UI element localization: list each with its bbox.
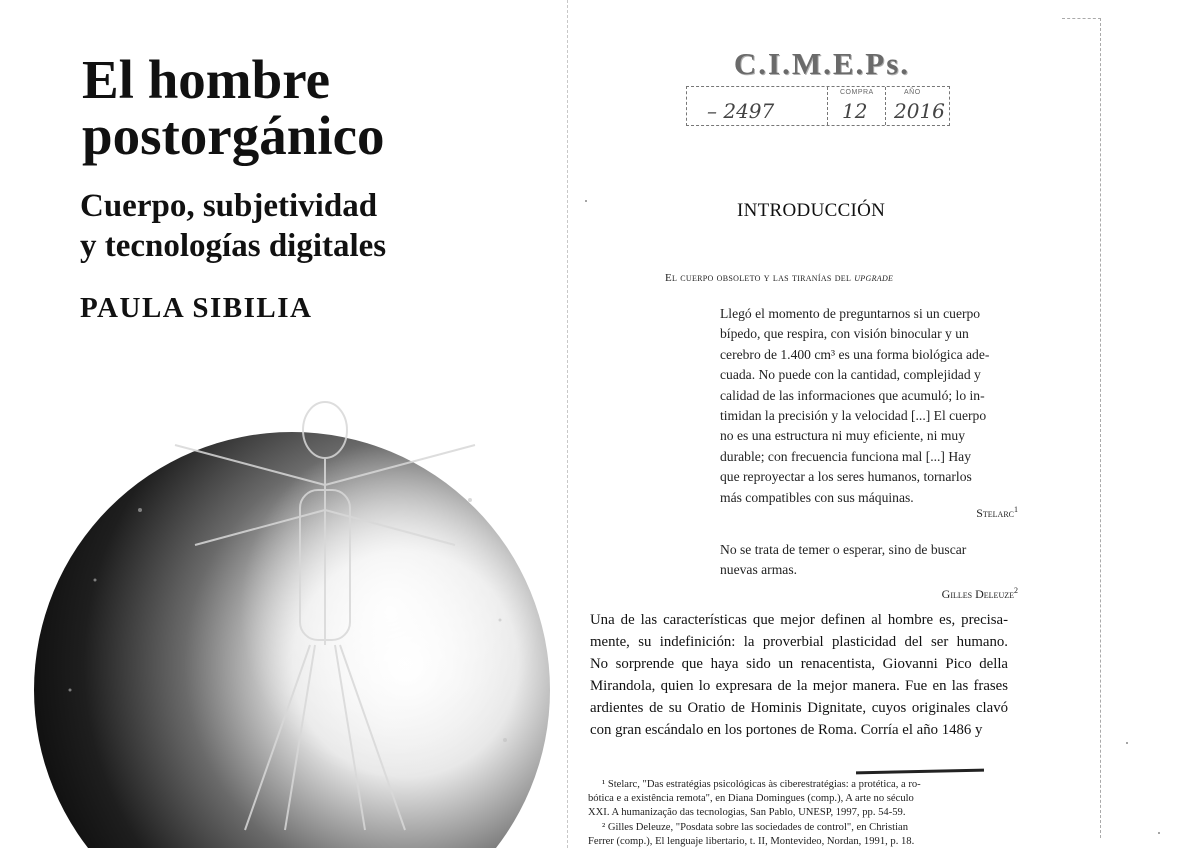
epigraph-line: Llegó el momento de preguntarnos si un cuerpo bbox=[720, 306, 981, 321]
body-line: ardientes de su Oratio de Hominis Dignitate, cuyos originales clavó bbox=[590, 700, 1008, 716]
footnote-line: bótica e a existência remota", en Diana Domingues (comp.), A arte no século bbox=[588, 793, 914, 805]
footnote-line: ² Gilles Deleuze, "Posdata sobre las sociedades de control", en Christian bbox=[602, 821, 909, 833]
book-title-line: postorgánico bbox=[82, 105, 385, 166]
footnote-ref: 2 bbox=[1014, 586, 1018, 595]
footnote-line: ¹ Stelarc, "Das estratégias psicológicas às ciberestratégias: a protética, a ro- bbox=[602, 779, 921, 790]
stamp-ano-label: AÑO bbox=[904, 89, 921, 96]
epigraph-line: bípedo, que respira, con visión binocular y un bbox=[720, 326, 969, 342]
epigraph-line: cerebro de 1.400 cm³ es una forma biológica ade- bbox=[720, 346, 990, 362]
page-gutter bbox=[567, 0, 569, 848]
scan-speck bbox=[585, 200, 587, 202]
section-heading-text: El cuerpo obsoleto y las tiranías del bbox=[665, 272, 855, 284]
epigraph-line: calidad de las informaciones que acumuló; lo in- bbox=[720, 387, 985, 403]
epigraph-attribution bbox=[900, 505, 1018, 521]
stamp-ano-value: 2016 bbox=[894, 99, 945, 123]
epigraph-stelarc bbox=[720, 304, 1020, 508]
epigraph-line: más compatibles con sus máquinas. bbox=[720, 489, 914, 505]
pen-underline bbox=[856, 769, 984, 775]
book-subtitle-line: Cuerpo, subjetividad bbox=[80, 188, 378, 224]
book-title-line: El hombre bbox=[82, 49, 331, 110]
chapter-heading: INTRODUCCIÓN bbox=[737, 200, 886, 221]
stamp-box bbox=[686, 86, 950, 126]
epigraph-line: nuevas armas. bbox=[720, 562, 798, 578]
epigraph-line: No se trata de temer o esperar, sino de buscar bbox=[720, 542, 967, 557]
scan-edge bbox=[1100, 18, 1102, 838]
footnote-ref: 1 bbox=[1014, 505, 1018, 514]
body-line: con gran escándalo en los portones de Roma. Corría el año 1486 y bbox=[590, 722, 983, 738]
body-line: mente, su indefinición: la proverbial plasticidad del ser humano. bbox=[590, 634, 1008, 650]
attribution-name: Gilles Deleuze bbox=[941, 587, 1014, 601]
attribution-name: Stelarc bbox=[976, 506, 1014, 520]
scan-speck bbox=[1158, 832, 1160, 834]
epigraph-line: que reproyectar a los seres humanos, tornarlos bbox=[720, 469, 972, 485]
epigraph-line: durable; con frecuencia funciona mal [...] Hay bbox=[720, 448, 971, 464]
scan-speck bbox=[1126, 742, 1128, 744]
stamp-compra-label: COMPRA bbox=[840, 89, 874, 96]
body-line: Una de las características que mejor definen al hombre es, precisa- bbox=[590, 612, 1008, 628]
scan-edge bbox=[1062, 18, 1101, 20]
stamp-institution: C.I.M.E.Ps. bbox=[733, 46, 911, 81]
stamp-cell-compra bbox=[827, 87, 886, 125]
footnote-line: XXI. A humanização das tecnologias, San Pablo, UNESP, 1997, pp. 54-59. bbox=[588, 807, 906, 819]
library-stamp bbox=[672, 46, 962, 132]
book-author: PAULA SIBILIA bbox=[80, 292, 313, 324]
body-paragraph bbox=[590, 609, 1008, 741]
epigraph-line: no es una estructura ni muy eficiente, ni muy bbox=[720, 428, 965, 444]
epigraph-deleuze bbox=[720, 540, 1020, 581]
body-line: Mirandola, quien lo expresara de la mejor manera. Fue en las frases bbox=[590, 678, 1008, 694]
vitruvian-sphere-illustration bbox=[0, 360, 570, 848]
footnote-line: Ferrer (comp.), El lenguaje libertario, t. II, Montevideo, Nordan, 1991, p. 18. bbox=[588, 835, 915, 847]
stamp-number: – 2497 bbox=[707, 99, 775, 123]
epigraph-line: cuada. No puede con la cantidad, complejidad y bbox=[720, 367, 981, 383]
epigraph-line: timidan la precisión y la velocidad [...] El cuerpo bbox=[720, 408, 987, 424]
section-heading-emphasis: upgrade bbox=[854, 272, 894, 284]
stamp-cell-ano bbox=[885, 87, 950, 125]
section-heading bbox=[665, 272, 893, 284]
book-subtitle-line: y tecnologías digitales bbox=[80, 228, 387, 264]
book-title bbox=[82, 49, 542, 166]
stamp-compra-value: 12 bbox=[842, 99, 868, 123]
body-line: No sorprende que haya sido un renacentista, Giovanni Pico della bbox=[590, 656, 1008, 672]
book-subtitle bbox=[80, 186, 540, 266]
footnotes bbox=[588, 778, 1012, 849]
epigraph-attribution bbox=[880, 586, 1018, 602]
